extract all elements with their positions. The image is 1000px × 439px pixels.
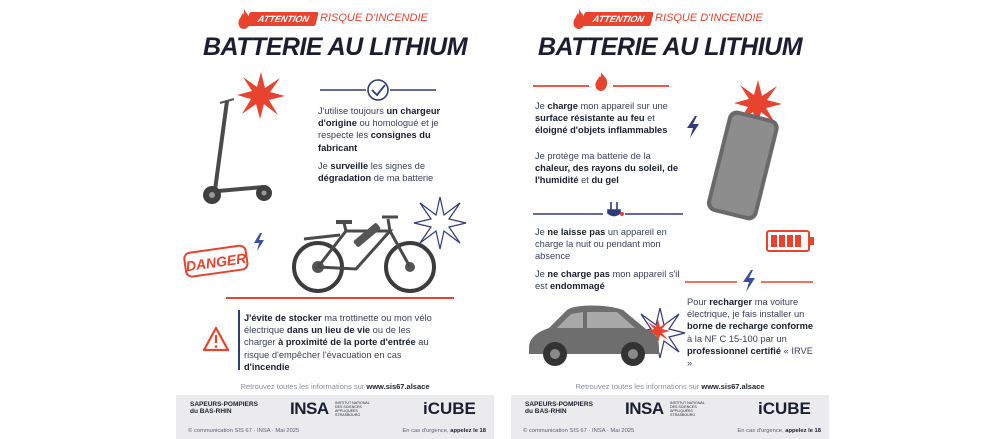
poster-header	[180, 8, 490, 30]
attention-badge: ATTENTION	[246, 12, 318, 26]
vertical-rule	[238, 310, 240, 370]
text-charging-station-advice: Pour recharger ma voiture électrique, je fais installer un borne de recharge conforme à la NF C 15-100 par un professionnel certifié « IRVE »	[687, 297, 814, 369]
lightning-icon	[252, 233, 266, 251]
poster-scooter-bike	[180, 0, 490, 439]
scooter-illustration	[200, 95, 275, 210]
page-title: BATTERIE AU LITHIUM	[537, 33, 803, 61]
poster-header	[515, 8, 825, 30]
plug-divider-icon	[533, 198, 683, 222]
text-absence-advice: Je ne laisse pas un appareil en charge la nuit ou pendant mon absence	[535, 227, 667, 262]
logo-icube: iCUBE	[758, 399, 811, 418]
check-icon	[300, 78, 480, 102]
text-surface-advice: Je charge mon appareil sur une surface résistante au feu et éloigné d'objets inflammables	[535, 101, 668, 136]
attention-badge: ATTENTION	[581, 12, 653, 26]
emergency-note: En cas d'urgence, appelez le 18	[737, 428, 821, 434]
text-protect-advice: Je protège ma batterie de la chaleur, des rayons du soleil, de l'humidité et du gel	[535, 151, 679, 186]
text-monitor-advice: Je surveille les signes de dégradation de ma batterie	[318, 161, 434, 184]
smartphone-illustration	[705, 108, 785, 223]
risk-label: RISQUE D'INCENDIE	[320, 12, 428, 24]
logo-insa: INSA	[290, 399, 329, 418]
risk-label: RISQUE D'INCENDIE	[655, 12, 763, 24]
lightning-divider-icon	[685, 268, 815, 292]
flame-divider-icon	[533, 70, 673, 94]
logo-bar	[511, 395, 829, 439]
logo-pompiers: SAPEURS-POMPIERS du BAS-RHIN	[190, 401, 258, 415]
footer-info: Retrouvez toutes les informations sur www.sis67.alsace	[240, 382, 430, 391]
divider-line	[226, 297, 454, 299]
danger-label: DANGER	[184, 249, 248, 275]
copyright: © communication SIS 67 · INSA · Mai 2025	[188, 428, 300, 434]
emergency-note: En cas d'urgence, appelez le 18	[402, 428, 486, 434]
logo-bar	[176, 395, 494, 439]
footer-link[interactable]: www.sis67.alsace	[701, 382, 765, 391]
copyright: © communication SIS 67 · INSA · Mai 2025	[523, 428, 635, 434]
footer-info: Retrouvez toutes les informations sur www.sis67.alsace	[575, 382, 765, 391]
logo-pompiers: SAPEURS-POMPIERS du BAS-RHIN	[525, 401, 593, 415]
electric-car-illustration	[523, 298, 663, 370]
battery-icon	[765, 228, 817, 254]
logo-insa-subtitle: INSTITUT NATIONAL DES SCIENCES APPLIQUÉES STRASBOURG	[670, 401, 705, 417]
logo-insa: INSA	[625, 399, 664, 418]
ebike-illustration	[290, 205, 440, 295]
danger-stamp-icon	[182, 245, 252, 279]
footer-link[interactable]: www.sis67.alsace	[366, 382, 430, 391]
poster-phone-car	[515, 0, 825, 439]
text-damage-advice: Je ne charge pas mon appareil s'il est endommagé	[535, 269, 680, 292]
text-storage-advice: J'évite de stocker ma trottinette ou mon vélo électrique dans un lieu de vie ou de les charger à proximité de la porte d'entrée au risque d'empêcher l'évacuation en cas d'incendie	[244, 313, 432, 372]
text-charger-advice: J'utilise toujours un chargeur d'origine ou homologué et je respecte les consignes du fabricant	[318, 106, 441, 153]
lightning-icon	[685, 116, 701, 138]
page-title: BATTERIE AU LITHIUM	[202, 33, 468, 61]
logo-insa-subtitle: INSTITUT NATIONAL DES SCIENCES APPLIQUÉES STRASBOURG	[335, 401, 370, 417]
warning-icon	[202, 326, 230, 352]
logo-icube: iCUBE	[423, 399, 476, 418]
